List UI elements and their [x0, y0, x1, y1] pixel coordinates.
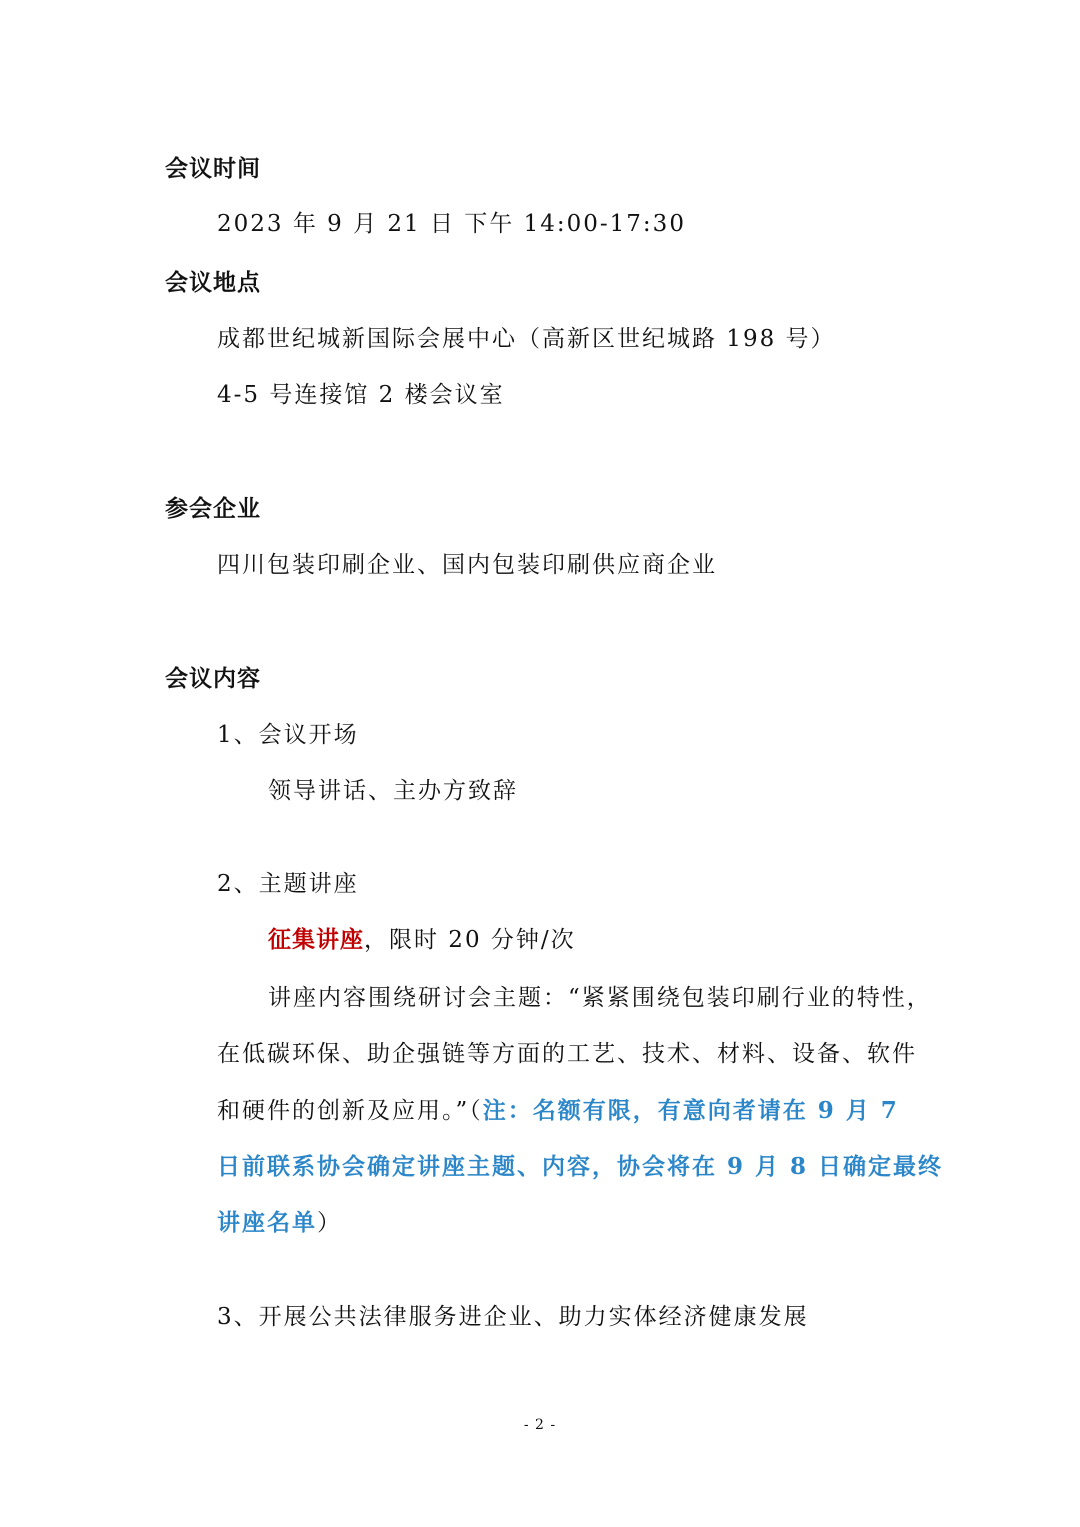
lecture-time-limit: ，限时 20 分钟/次	[364, 927, 576, 953]
note-line3: 注：名额有限，有意向者请在 9 月 7	[482, 1097, 899, 1124]
item2-para-line1: 讲座内容围绕研讨会主题：“紧紧围绕包装印刷行业的特性，	[268, 985, 932, 1011]
highlight-call-for-lectures: 征集讲座	[268, 927, 364, 953]
note-line4: 日前联系协会确定讲座主题、内容，协会将在 9 月 8 日确定最终	[217, 1153, 944, 1180]
close-paren: ）	[317, 1210, 342, 1236]
item2-para-line3	[217, 1096, 899, 1126]
item3-title: 3、开展公共法律服务进企业、助力实体经济健康发展	[217, 1304, 809, 1330]
participants-heading: 参会企业	[165, 496, 261, 522]
note-line5: 讲座名单	[217, 1209, 317, 1236]
content-heading: 会议内容	[165, 666, 261, 692]
meeting-location-line2: 4-5 号连接馆 2 楼会议室	[217, 382, 505, 408]
meeting-time-value: 2023 年 9 月 21 日 下午 14:00-17:30	[217, 211, 686, 237]
meeting-location-line1: 成都世纪城新国际会展中心（高新区世纪城路 198 号）	[217, 326, 836, 352]
participants-value: 四川包装印刷企业、国内包装印刷供应商企业	[217, 552, 717, 578]
item2-highlight-line	[268, 925, 576, 955]
page-number: - 2 -	[523, 1417, 557, 1433]
item2-title: 2、主题讲座	[217, 871, 359, 897]
meeting-location-heading: 会议地点	[165, 270, 261, 296]
item1-title: 1、会议开场	[217, 722, 359, 748]
item2-para-line2: 在低碳环保、助企强链等方面的工艺、技术、材料、设备、软件	[217, 1041, 917, 1067]
item2-para-line5	[217, 1208, 342, 1238]
meeting-time-heading: 会议时间	[165, 156, 261, 182]
item2-para-line3-text: 和硬件的创新及应用。”（	[217, 1098, 483, 1124]
item1-detail: 领导讲话、主办方致辞	[268, 778, 518, 804]
